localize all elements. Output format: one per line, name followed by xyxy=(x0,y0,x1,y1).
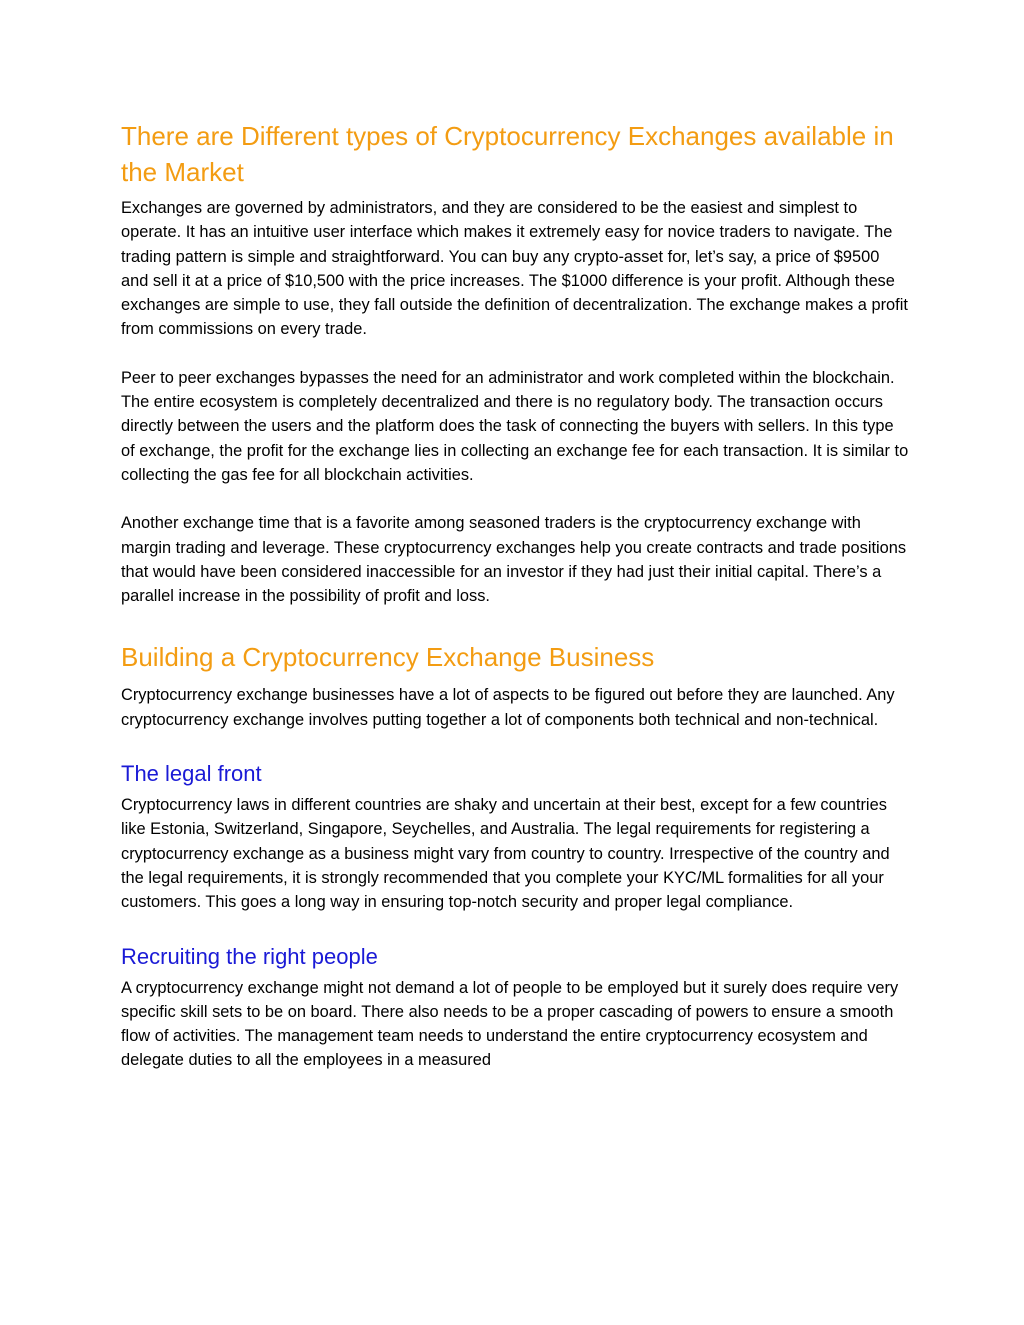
section-heading-exchange-types: There are Different types of Cryptocurrency Exchanges available in the Market xyxy=(121,121,894,187)
paragraph-legal-front: Cryptocurrency laws in different countries are shaky and uncertain at their best, except for a few countries like Estonia, Switzerland, Singapore, Seychelles, and Australia. The legal requirements for registering a cryptocurrency exchange as a business might vary from country to country. Irrespective of the country and the legal requirements, it is strongly recommended that you complete your KYC/ML formalities for all your customers. This goes a long way in ensuring top-notch security and proper legal compliance. xyxy=(121,796,890,912)
paragraph-recruiting: A cryptocurrency exchange might not demand a lot of people to be employed but it surely does require very specific skill sets to be on board. There also needs to be a proper cascading of powers to ensure a smooth flow of activities. The management team needs to understand the entire cryptocurrency ecosystem and delegate duties to all the employees in a measured xyxy=(121,978,899,1070)
paragraph-building-business: Cryptocurrency exchange businesses have a lot of aspects to be figured out before they are launched. Any cryptocurrency exchange involves putting together a lot of components both technical and non-technical. xyxy=(121,686,895,729)
subheading-recruiting: Recruiting the right people xyxy=(121,943,378,969)
document-page xyxy=(121,118,911,1073)
paragraph-centralized-exchanges: Exchanges are governed by administrators, and they are considered to be the easiest and simplest to operate. It has an intuitive user interface which makes it extremely easy for novice traders to navigate. The trading pattern is simple and straightforward. You can buy any crypto-asset for, let’s say, a price of $9500 and sell it at a price of $10,500 with the price increases. The $1000 difference is your profit. Although these exchanges are simple to use, they fall outside the definition of decentralization. The exchange makes a profit from commissions on every trade. xyxy=(121,199,908,339)
section-heading-building-business: Building a Cryptocurrency Exchange Business xyxy=(121,642,655,673)
paragraph-p2p-exchanges: Peer to peer exchanges bypasses the need for an administrator and work completed within the blockchain. The entire ecosystem is completely decentralized and there is no regulatory body. The transaction occurs directly between the users and the platform does the task of connecting the buyers with sellers. In this type of exchange, the profit for the exchange lies in collecting an exchange fee for each transaction. It is similar to collecting the gas fee for all blockchain activities. xyxy=(121,368,909,484)
subheading-legal-front: The legal front xyxy=(121,761,262,787)
paragraph-margin-exchanges: Another exchange time that is a favorite among seasoned traders is the cryptocurrency exchange with margin trading and leverage. These cryptocurrency exchanges help you create contracts and trade positions that would have been considered inaccessible for an investor if they had just their initial capital. There’s a parallel increase in the possibility of profit and loss. xyxy=(121,514,907,606)
